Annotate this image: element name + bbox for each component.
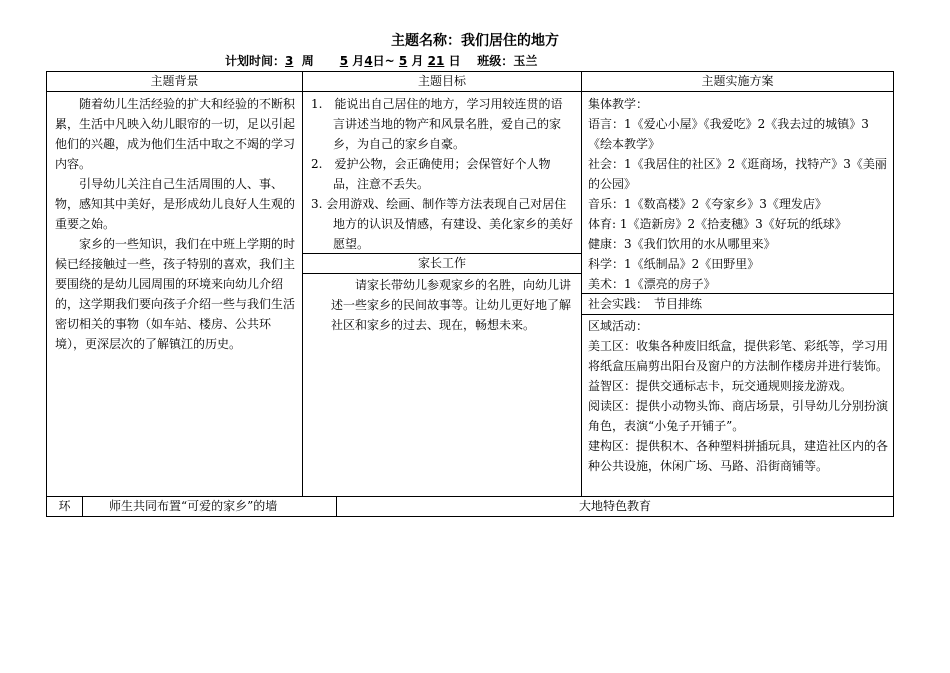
time-label: 计划时间： <box>225 54 286 68</box>
end-month: 5 <box>398 54 408 68</box>
social-practice-cell: 社会实践： 节目排练 <box>581 293 894 315</box>
class-name: 玉兰 <box>513 54 538 68</box>
group-teaching-line: 社会：1《我居住的社区》2《逛商场，找特产》3《美丽的公园》 <box>588 157 887 191</box>
plan-info <box>225 52 537 69</box>
footer-env-label: 环 <box>46 496 83 517</box>
group-teaching-line: 健康：3《我们饮用的水从哪里来》 <box>588 237 776 251</box>
footer-env-text: 师生共同布置“可爱的家乡”的墙 <box>82 496 337 517</box>
area-line: 阅读区：提供小动物头饰、商店场景，引导幼儿分别扮演角色，表演“小兔子开铺子”。 <box>588 399 889 433</box>
document-title: 主题名称：我们居住的地方 <box>391 33 559 49</box>
header-background: 主题背景 <box>46 71 303 92</box>
background-paragraph: 随着幼儿生活经验的扩大和经验的不断积累，生活中凡映入幼儿眼帘的一切，足以引起他们的兴趣，成为他们生活中取之不竭的学习内容。 <box>55 97 296 171</box>
class-label: 班级： <box>477 54 514 68</box>
header-implementation: 主题实施方案 <box>581 71 894 92</box>
goal-item: 3. 会用游戏、绘画、制作等方法表现自己对居住地方的认识及情感，有建设、美化家乡的美好愿望。 <box>311 197 574 251</box>
area-line: 益智区：提供交通标志卡，玩交通规则接龙游戏。 <box>588 379 853 393</box>
month-unit-1: 月 <box>352 54 365 68</box>
goal-item: 2. 爱护公物，会正确使用；会保管好个人物品，注意不丢失。 <box>311 157 551 191</box>
background-cell <box>46 91 303 497</box>
group-teaching-line: 音乐：1《数高楼》2《夸家乡》3《理发店》 <box>588 197 827 211</box>
group-teaching-line: 体育: 1《造新房》2《拾麦穗》3《好玩的纸球》 <box>588 217 847 231</box>
start-day: 4 <box>364 54 373 68</box>
background-paragraph: 引导幼儿关注自己生活周围的人、事、物，感知其中美好，是形成幼儿良好人生观的重要之始。 <box>55 177 296 231</box>
group-teaching-cell <box>581 91 894 294</box>
week-unit: 周 <box>301 54 314 68</box>
goals-cell <box>302 91 582 254</box>
parent-work-text: 请家长带幼儿参观家乡的名胜，向幼儿讲述一些家乡的民间故事等。让幼儿更好地了解社区和家乡的过去、现在，畅想未来。 <box>331 278 572 332</box>
background-paragraph: 家乡的一些知识，我们在中班上学期的时候已经接触过一些，孩子特别的喜欢，我们主要围绕的是幼儿园周围的环境来向幼儿介绍的，这学期我们要向孩子介绍一些与我们生活密切相关的事物（如车站、楼房、公共环境），更深层次的了解镇江的历史。 <box>55 237 296 351</box>
area-line: 建构区：提供积木、各种塑料拼插玩具，建造社区内的各种公共设施，休闲广场、马路、沿街商铺等。 <box>588 439 889 473</box>
group-teaching-line: 美术：1《漂亮的房子》 <box>588 277 716 291</box>
header-goals: 主题目标 <box>302 71 582 92</box>
footer-special: 大地特色教育 <box>336 496 894 517</box>
group-teaching-line: 科学：1《纸制品》2《田野里》 <box>588 257 760 271</box>
end-day: 21 <box>427 54 445 68</box>
area-line: 美工区：收集各种废旧纸盒，提供彩笔、彩纸等，学习用将纸盒压扁剪出阳台及窗户的方法制作楼房并进行装饰。 <box>588 339 889 373</box>
day-unit-1: 日~ <box>372 54 395 68</box>
area-activities-cell <box>581 314 894 497</box>
parent-work-header: 家长工作 <box>302 253 582 274</box>
goals-list <box>311 94 573 254</box>
area-line: 区域活动： <box>588 319 649 333</box>
goal-item: 1. 能说出自己居住的地方，学习用较连贯的语言讲述当地的物产和风景名胜，爱自己的家乡，为自己的家乡自豪。 <box>311 97 563 151</box>
weeks: 3 <box>285 54 294 68</box>
day-unit-2: 日 <box>448 54 461 68</box>
group-teaching-line: 语言：1《爱心小屋》《我爱吃》2《我去过的城镇》3《绘本教学》 <box>588 117 869 151</box>
month-unit-2: 月 <box>411 54 424 68</box>
start-month: 5 <box>339 54 349 68</box>
parent-work-cell <box>302 273 582 497</box>
group-teaching-line: 集体教学： <box>588 97 649 111</box>
